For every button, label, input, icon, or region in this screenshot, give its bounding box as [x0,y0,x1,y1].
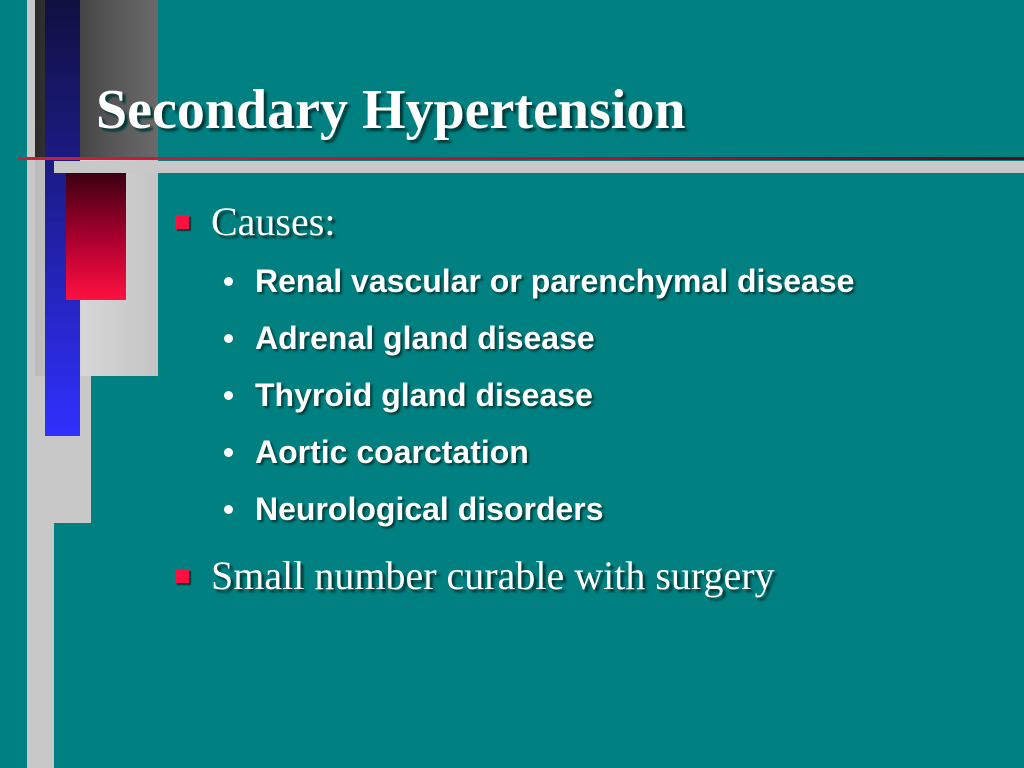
dot-bullet-icon [224,334,233,343]
sub-bullet [224,263,854,300]
decor-red-block [66,172,126,300]
bullet-text: Small number curable with surgery [211,553,775,598]
sub-bullet-text: Neurological disorders [255,491,604,527]
sub-bullet [224,434,529,471]
title-underline-grey [54,161,1024,173]
bullet-text: Causes: [211,199,336,244]
dot-bullet-icon [224,277,233,286]
square-bullet-icon [175,215,189,229]
dot-bullet-icon [224,505,233,514]
bullet-surgery [175,552,775,599]
sub-bullet-text: Adrenal gland disease [255,320,595,356]
dot-bullet-icon [224,448,233,457]
slide-title: Secondary Hypertension [96,79,686,141]
sub-bullet [224,377,593,414]
sub-bullet-text: Renal vascular or parenchymal disease [255,263,855,299]
sub-bullet-text: Thyroid gland disease [255,377,593,413]
square-bullet-icon [175,569,189,583]
bullet-causes [175,198,335,245]
sub-bullet [224,320,595,357]
sub-bullet [224,491,604,528]
title-underline-red [18,157,1024,160]
sub-bullet-text: Aortic coarctation [255,434,529,470]
dot-bullet-icon [224,391,233,400]
